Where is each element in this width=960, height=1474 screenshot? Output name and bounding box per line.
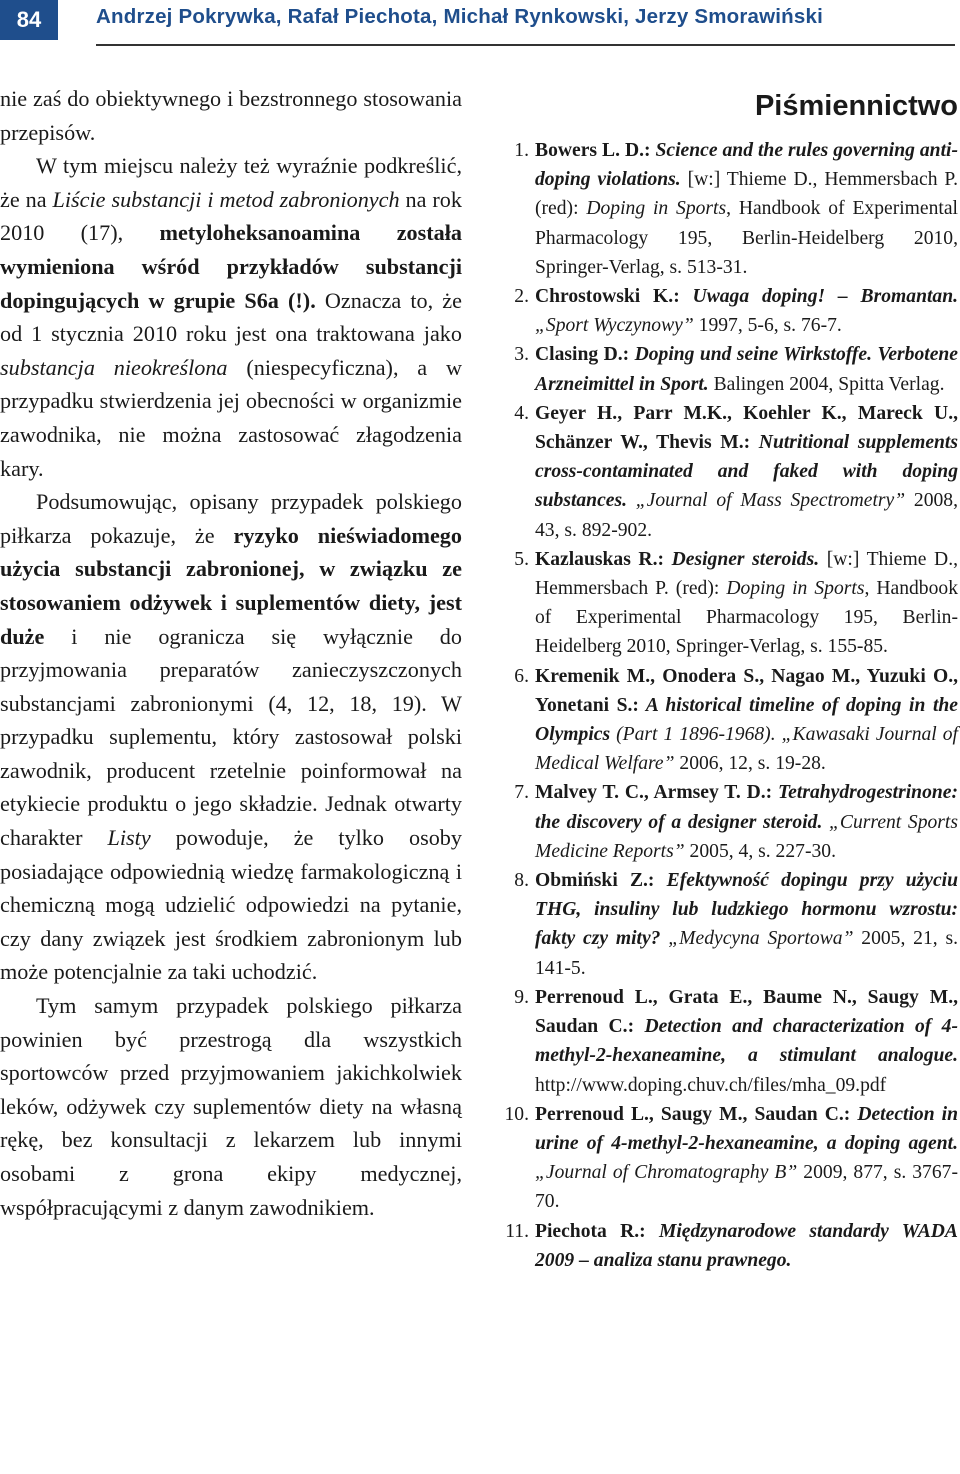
reference-title: Designer steroids.	[664, 548, 820, 570]
reference-journal: (Part 1 1896-1968). „Kawasaki Journal of Medical Welfare”	[535, 724, 958, 775]
reference-number: 11.	[505, 1220, 529, 1242]
reference-journal: „Journal of Chromatography B”	[535, 1162, 798, 1184]
emphasis: ryzyko nieświadomego użycia substancji zabronionej, w związku ze stosowaniem odżywek i suplementów diety, jest duże	[0, 522, 462, 649]
reference-title: A historical timeline of doping in the Olympics	[535, 694, 959, 746]
reference-title: Doping und seine Wirkstoffe. Verbotene Arzneimittel in Sport.	[535, 344, 958, 395]
reference-item	[496, 136, 958, 282]
reference-authors: Chrostowski K.:	[535, 286, 680, 308]
reference-journal: „Current Sports Medicine Reports”	[535, 811, 958, 862]
references-section	[496, 88, 958, 1275]
reference-item	[496, 282, 958, 340]
reference-title: Detection in urine of 4-methyl-2-hexaneamine, a doping agent.	[535, 1103, 959, 1154]
references-heading: Piśmiennictwo	[754, 90, 958, 122]
reference-journal: Doping in Sports	[726, 578, 865, 600]
reference-authors: Clasing D.:	[535, 344, 630, 366]
reference-title: Detection and characterization of 4-methyl-2-hexaneamine, a stimulant analogue.	[535, 1016, 958, 1067]
reference-authors: Kazlauskas R.:	[535, 548, 664, 570]
reference-number: 8.	[514, 870, 529, 892]
reference-authors: Bowers L. D.:	[535, 140, 651, 161]
emphasis: Listy	[107, 825, 151, 851]
reference-journal: „Journal of Mass Spectrometry”	[635, 490, 906, 512]
reference-authors: Perrenoud L., Saugy M., Saudan C.:	[535, 1103, 851, 1125]
reference-item	[496, 866, 958, 983]
reference-details: 1997, 5-6, s. 76-7.	[693, 315, 842, 337]
reference-details: , Handbook of Experimental Pharmacology 195, Berlin-Heidelberg 2010, Springer-Verlag, s. 513-31.	[535, 198, 958, 278]
reference-details: Balingen 2004, Spitta Verlag.	[708, 373, 945, 395]
reference-authors: Malvey T. C., Armsey T. D.:	[535, 782, 773, 804]
reference-item	[496, 399, 958, 545]
reference-journal: „Sport Wyczynowy”	[535, 315, 694, 337]
reference-item	[496, 778, 958, 866]
reference-title: Międzynarodowe standardy WADA 2009 – analiza stanu prawnego.	[535, 1220, 959, 1271]
reference-details: http://www.doping.chuv.ch/files/mha_09.pdf	[535, 1074, 887, 1096]
reference-title: Uwaga doping! – Bromantan.	[679, 286, 958, 308]
reference-number: 5.	[514, 548, 529, 570]
emphasis: substancja nieokreślona	[0, 354, 228, 380]
emphasis: metyloheksanoamina została wymieniona wśród przykładów substancji dopingujących w grupie S6a (!).	[0, 220, 463, 313]
reference-item	[496, 545, 958, 662]
reference-number: 1.	[514, 140, 529, 161]
reference-authors: Kremenik M., Onodera S., Nagao M., Yuzuki O., Yonetani S.:	[535, 665, 958, 716]
reference-authors: Perrenoud L., Grata E., Baume N., Saugy M., Saudan C.:	[535, 986, 958, 1038]
reference-details	[627, 490, 636, 511]
reference-details: [w:] Thieme D., Hemmersbach P. (red):	[535, 169, 958, 220]
page-number: 84	[0, 0, 58, 40]
reference-item	[496, 340, 958, 398]
reference-number: 2.	[514, 286, 529, 308]
paragraph: Podsumowując, opisany przypadek polskiego piłkarza pokazuje, że ryzyko nieświadomego użycia substancji zabronionej, w związku ze stosowaniem odżywek i suplementów diety, jest duże i nie ogranicza się wyłącznie do przyjmowania preparatów zanieczyszczonych substancjami zabronionymi (4, 12, 18, 19). W przypadku suplementu, który zastosował polski zawodnik, producent rzetelnie poinformował na etykiecie produktu o jego składzie. Jednak otwarty charakter Listy powoduje, że tylko osoby posiadające odpowiednią wiedzę farmakologiczną i chemiczną mogą udzielić odpowiedzi na pytanie, czy dany związek jest środkiem zabronionym lub może potencjalnie za taki uchodzić.	[0, 489, 462, 985]
reference-details: [w:] Thieme D., Hemmersbach P. (red):	[535, 548, 958, 600]
reference-number: 4.	[514, 402, 529, 424]
reference-authors: Geyer H., Parr M.K., Koehler K., Mareck U., Schänzer W., Thevis M.:	[535, 402, 958, 454]
running-header-authors: Andrzej Pokrywka, Rafał Piechota, Michał Rynkowski, Jerzy Smorawiński	[96, 5, 824, 28]
reference-number: 7.	[514, 782, 529, 804]
reference-title: Efektywność dopingu przy użyciu THG, insuliny lub ludzkiego hormonu wzrostu: fakty czy mity?	[535, 870, 958, 950]
reference-number: 6.	[514, 665, 529, 687]
reference-details: , Handbook of Experimental Pharmacology 195, Berlin-Heidelberg 2010, Springer-Verlag, s. 155-85.	[535, 578, 958, 658]
reference-journal: Doping in Sports	[586, 198, 727, 220]
reference-number: 9.	[514, 986, 529, 1008]
paragraph: Tym samym przypadek polskiego piłkarza powinien być przestrogą dla wszystkich sportowców przed przyjmowaniem jakichkolwiek leków, odżywek czy suplementów diety na własną rękę, bez konsultacji z lekarzem lub innymi osobami z grona ekipy medycznej, współpracującymi z danym zawodnikiem.	[0, 993, 462, 1220]
reference-item	[496, 1100, 958, 1217]
reference-item	[496, 662, 958, 779]
reference-details: 2005, 4, s. 227-30.	[684, 840, 836, 862]
reference-journal: „Medycyna Sportowa”	[668, 928, 854, 950]
reference-item	[496, 1217, 958, 1275]
paragraph: W tym miejscu należy też wyraźnie podkreślić, że na Liście substancji i metod zabronionych na rok 2010 (17), metyloheksanoamina została wymieniona wśród przykładów substancji dopingujących w grupie S6a (!). Oznacza to, że od 1 stycznia 2010 roku jest ona traktowana jako substancja nieokreślona (niespecyficzna), a w przypadku stwierdzenia jej obecności w organizmie zawodnika, nie można zastosować złagodzenia kary.	[0, 153, 463, 481]
page-header	[0, 0, 960, 40]
header-rule	[96, 44, 955, 46]
reference-item	[496, 983, 958, 1100]
reference-number: 10.	[504, 1103, 529, 1125]
reference-details: 2009, 877, s. 3767-70.	[535, 1162, 958, 1213]
reference-title: Nutritional supplements cross-contaminated and faked with doping substances.	[535, 432, 958, 512]
reference-title: Science and the rules governing anti-doping violations.	[535, 140, 958, 191]
reference-details: 2005, 21, s. 141-5.	[535, 928, 958, 979]
reference-number: 3.	[514, 344, 529, 366]
references-list	[496, 136, 958, 1275]
reference-details: 2006, 12, s. 19-28.	[674, 753, 826, 775]
paragraph: nie zaś do obiektywnego i bezstronnego stosowania przepisów.	[0, 86, 462, 145]
reference-title: Tetrahydrogestrinone: the discovery of a designer steroid.	[535, 782, 958, 833]
emphasis: Liście substancji i metod zabronionych	[52, 186, 400, 212]
reference-details: 2008, 43, s. 892-902.	[535, 490, 959, 541]
reference-authors: Obmiński Z.:	[535, 870, 655, 892]
reference-authors: Piechota R.:	[535, 1220, 646, 1242]
article-body	[0, 82, 462, 1224]
